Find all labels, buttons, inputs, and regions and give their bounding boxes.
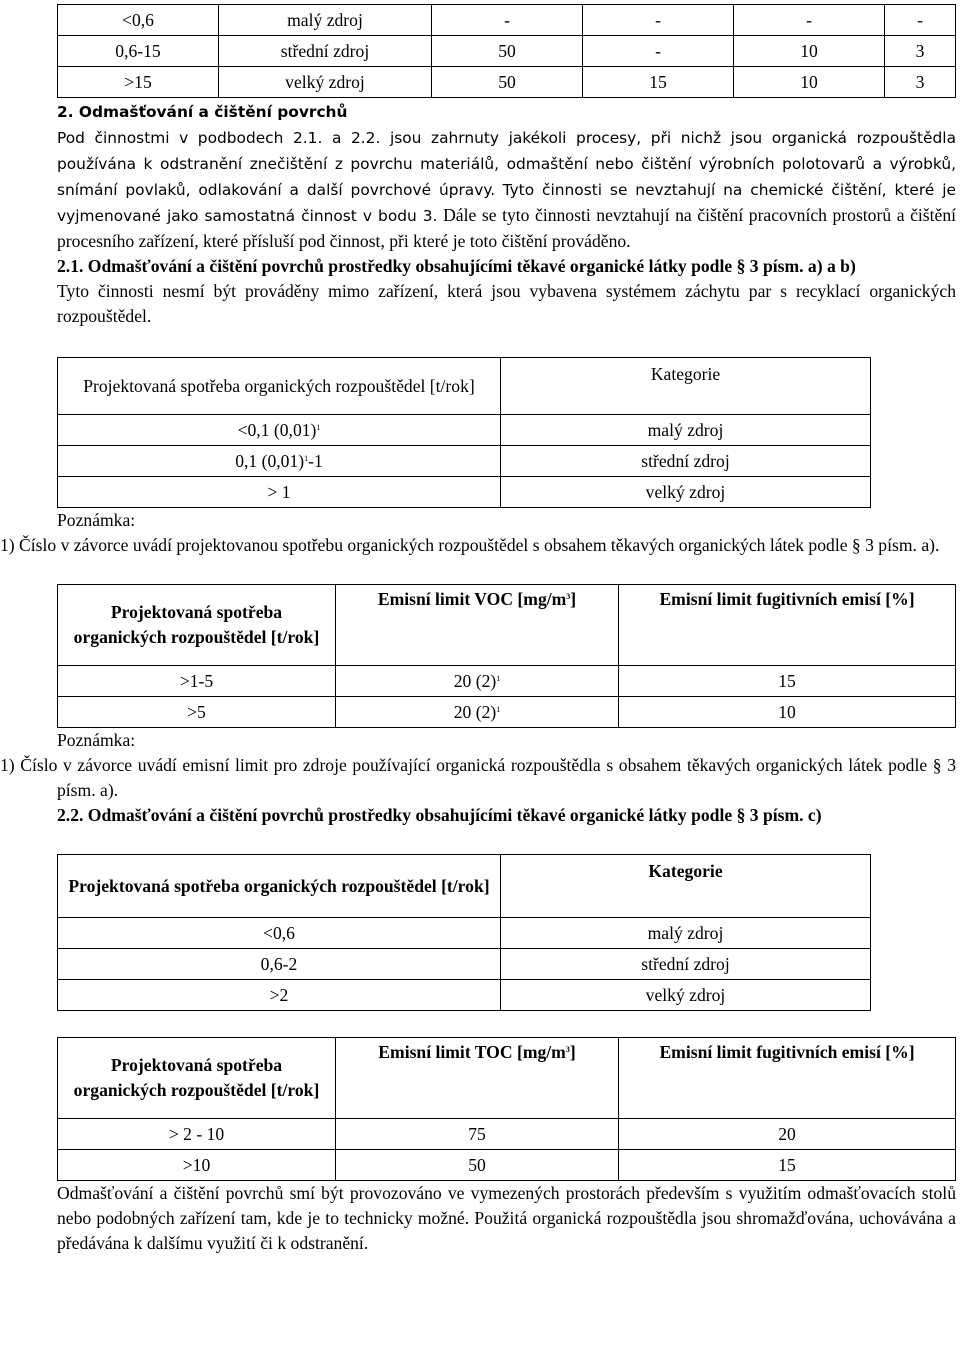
table-2-note-label: Poznámka: bbox=[57, 510, 136, 530]
section-2-text: Pod činnostmi v podbodech 2.1. a 2.2. jsou zahrnuty jakékoli procesy, při nichž jsou organická rozpouštědla používána k odstranění znečištění z povrchu materiálů, odmaštění nebo čištění výrobních polotovarů a výrobků, snímání povlaků, odlakování a další povrchové úpravy. Tyto činnosti se nevztahují na chemické čištění, které je vyjmenované jako samostatná činnost v bodu 3. Dále se tyto činnosti nevztahují na čištění pracovních prostorů a čištění procesního zařízení, které přísluší pod činnost, při které je toto čištění prováděno. bbox=[57, 129, 956, 251]
category-table-c bbox=[57, 854, 871, 1011]
table-row: > 2 - 10 75 20 bbox=[58, 1119, 956, 1150]
table-3-note-label: Poznámka: bbox=[57, 730, 136, 750]
table-3-note: 1) Číslo v závorce uvádí emisní limit pro zdroje používající organická rozpouštědla s obsahem těkavých organických látek podle § 3 písm. a). bbox=[0, 755, 956, 800]
table-header-row: Projektovaná spotřeba organických rozpouštědel [t/rok] Emisní limit TOC $[mg/m^3]$ Emisní limit fugitivních emisí [%] bbox=[58, 1038, 956, 1119]
section-2-heading: 2. Odmašťování a čištění povrchů bbox=[57, 103, 348, 121]
table-row: >2 velký zdroj bbox=[58, 980, 871, 1011]
table-row: >1-5 20 $(2)^1$ 15 bbox=[58, 666, 956, 697]
table-row: >5 20 $(2)^1$ 10 bbox=[58, 697, 956, 728]
consumption-category-table bbox=[57, 357, 871, 508]
table-row: > 1 velký zdroj bbox=[58, 477, 871, 508]
table-row: 0,6-2 střední zdroj bbox=[58, 949, 871, 980]
table-header-row: Projektovaná spotřeba organických rozpouštědel [t/rok] Emisní limit VOC $[mg/m^3]$ Emisní limit fugitivních emisí [%] bbox=[58, 585, 956, 666]
section-2-2-heading: 2.2. Odmašťování a čištění povrchů prostředky obsahujícími těkavé organické látky podle § 3 písm. c) bbox=[57, 805, 822, 825]
toc-limit-table bbox=[57, 1037, 956, 1181]
table-row: 0,6-15 střední zdroj 50 - 10 3 bbox=[58, 36, 956, 67]
table-header-row: Projektovaná spotřeba organických rozpouštědel [t/rok] Kategorie bbox=[58, 855, 871, 918]
voc-limit-table bbox=[57, 584, 956, 728]
table-row: <0,6 malý zdroj bbox=[58, 918, 871, 949]
table-2-note: 1) Číslo v závorce uvádí projektovanou spotřebu organických rozpouštědel s obsahem těkavých organických látek podle § 3 písm. a). bbox=[0, 535, 940, 555]
closing-paragraph: Odmašťování a čištění povrchů smí být provozováno ve vymezených prostorách především s využitím odmašťovacích stolů nebo podobných zařízení tam, kde je to technicky možné. Použitá organická rozpouštědla jsou shromažďována, uchovávána a předávána k dalšímu využití či k odstranění. bbox=[57, 1183, 956, 1253]
section-2-1-text: Tyto činnosti nesmí být prováděny mimo zařízení, která jsou vybavena systémem záchytu par s recyklací organických rozpouštědel. bbox=[57, 281, 956, 326]
table-row: <0,6 malý zdroj - - - - bbox=[58, 5, 956, 36]
table-row: <0,1 $(0,01)^1$ malý zdroj bbox=[58, 415, 871, 446]
top-emission-table bbox=[57, 4, 956, 98]
table-row: >15 velký zdroj 50 15 10 3 bbox=[58, 67, 956, 98]
table-row: 0,1 $(0,01)^1-1$ střední zdroj bbox=[58, 446, 871, 477]
table-row: >10 50 15 bbox=[58, 1150, 956, 1181]
table-header-row: Projektovaná spotřeba organických rozpouštědel [t/rok] Kategorie bbox=[58, 358, 871, 415]
section-2-1-heading: 2.1. Odmašťování a čištění povrchů prostředky obsahujícími těkavé organické látky podle § 3 písm. a) a b) bbox=[57, 256, 856, 276]
